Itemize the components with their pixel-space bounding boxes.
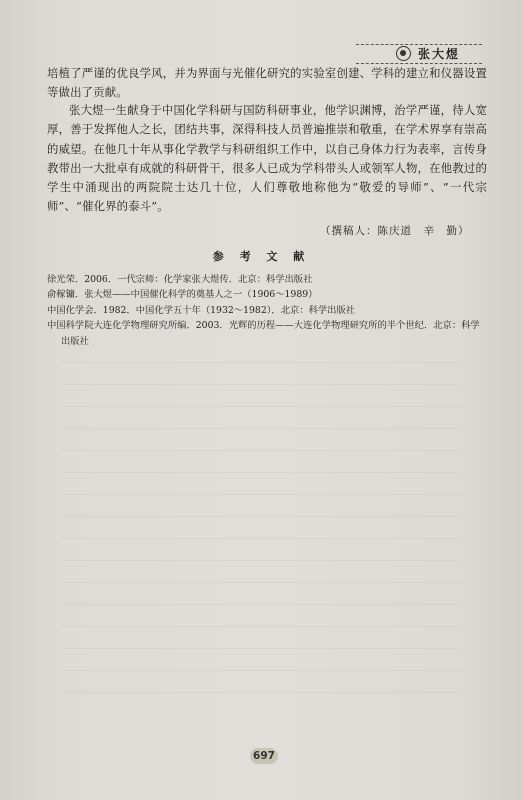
running-header-title: 张大煜 [418, 47, 461, 61]
reference-item-3: 中国化学会．1982．中国化学五十年（1932～1982）．北京：科学出版社 [47, 304, 356, 316]
bleed-through-line [60, 582, 460, 583]
bleed-through-line [60, 450, 460, 451]
body-paragraph-1: 培植了严谨的优良学风，并为界面与光催化研究的实验室创建、学科的建立和仪器设置等做出了贡献。 [47, 66, 487, 100]
author-byline: （撰稿人：陈庆道 辛 勤） [320, 225, 470, 237]
bleed-through-line [60, 406, 460, 407]
bleed-through-line [60, 384, 460, 385]
reference-item-4: 中国科学院大连化学物理研究所编．2003．光辉的历程——大连化学物理研究所的半个世纪．北京：科学出版社 [47, 320, 480, 347]
reference-item-1: 徐光荣．2006．一代宗师：化学家张大煜传．北京：科学出版社 [47, 274, 313, 285]
references-list [47, 272, 487, 349]
bleed-through-line [60, 472, 460, 473]
bleed-through-line [60, 670, 460, 671]
reference-item-2: 俞稼镛．张大煜——中国催化科学的奠基人之一（1906～1989） [47, 289, 318, 301]
bleed-through-line [60, 692, 460, 693]
body-paragraph-2 [47, 101, 487, 217]
bleed-through-line [60, 428, 460, 429]
target-circle-icon [396, 46, 411, 61]
references-heading: 参 考 文 献 [212, 250, 311, 263]
bleed-through-line [60, 516, 460, 517]
page-number-badge: 697 [250, 748, 278, 764]
bleed-through-line [60, 538, 460, 539]
bleed-through-line [60, 648, 460, 649]
bleed-through-line [60, 362, 460, 363]
bleed-through-line [60, 560, 460, 561]
bleed-through-line [60, 626, 460, 627]
bleed-through-line [60, 604, 460, 605]
body-paragraph-2-text: 张大煜一生献身于中国化学科研与国防科研事业，他学识渊博，治学严谨，待人宽厚，善于发挥他人之长，团结共事，深得科技人员普遍推崇和敬重，在学术界享有崇高的威望。在他几十年从事化学教学与科研组织工作中，以自己身体力行为表率，言传身教带出一大批卓有成就的科研骨干，很多人已成为学科带头人或领军人物，在他教过的学生中涌现出的两院院士达几十位，人们尊敬地称他为“敬爱的导师”、“一代宗师”、“催化界的泰斗”。 [47, 103, 487, 214]
bleed-through-line [60, 494, 460, 495]
